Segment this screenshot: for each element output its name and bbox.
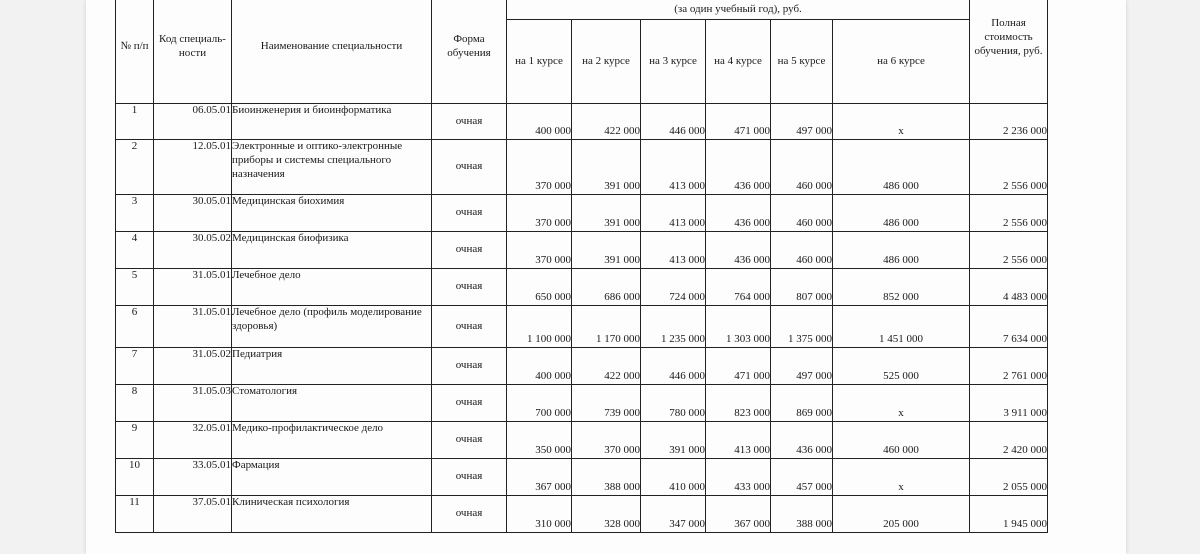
study-form: очная [432,232,507,269]
price-year-3: 780 000 [641,385,706,422]
study-form: очная [432,385,507,422]
row-number: 5 [116,269,154,306]
tuition-fees-table [115,0,1048,533]
header-code: Код специаль-ности [154,0,232,104]
price-year-6: 486 000 [833,232,970,269]
specialty-code: 30.05.02 [154,232,232,269]
specialty-name: Медицинская биофизика [232,232,432,269]
price-year-2: 391 000 [572,195,641,232]
price-year-5: 1 375 000 [771,306,833,348]
price-year-6: 486 000 [833,195,970,232]
price-year-3: 413 000 [641,140,706,195]
table-row [116,348,1048,385]
price-year-6: 486 000 [833,140,970,195]
table-row [116,195,1048,232]
specialty-code: 31.05.02 [154,348,232,385]
price-year-1: 650 000 [507,269,572,306]
price-year-5: 388 000 [771,496,833,533]
specialty-code: 33.05.01 [154,459,232,496]
header-year-1: на 1 курсе [507,20,572,104]
study-form: очная [432,269,507,306]
study-form: очная [432,459,507,496]
price-year-6: x [833,104,970,140]
document-page [86,0,1126,554]
price-year-4: 367 000 [706,496,771,533]
specialty-code: 30.05.01 [154,195,232,232]
study-form: очная [432,422,507,459]
total-cost: 2 420 000 [970,422,1048,459]
price-year-6: 205 000 [833,496,970,533]
price-year-1: 400 000 [507,104,572,140]
price-year-6: 525 000 [833,348,970,385]
specialty-code: 32.05.01 [154,422,232,459]
row-number: 11 [116,496,154,533]
specialty-code: 06.05.01 [154,104,232,140]
row-number: 3 [116,195,154,232]
header-year-6: на 6 курсе [833,20,970,104]
price-year-3: 1 235 000 [641,306,706,348]
price-year-6: x [833,459,970,496]
row-number: 7 [116,348,154,385]
specialty-code: 31.05.03 [154,385,232,422]
price-year-5: 460 000 [771,195,833,232]
price-year-2: 422 000 [572,104,641,140]
specialty-code: 31.05.01 [154,269,232,306]
total-cost: 2 556 000 [970,140,1048,195]
row-number: 9 [116,422,154,459]
price-year-3: 446 000 [641,104,706,140]
price-year-2: 1 170 000 [572,306,641,348]
price-year-5: 436 000 [771,422,833,459]
price-year-4: 436 000 [706,195,771,232]
specialty-name: Клиническая психология [232,496,432,533]
price-year-2: 391 000 [572,140,641,195]
table-row [116,496,1048,533]
study-form: очная [432,104,507,140]
price-year-6: 460 000 [833,422,970,459]
price-year-1: 1 100 000 [507,306,572,348]
row-number: 1 [116,104,154,140]
specialty-name: Стоматология [232,385,432,422]
price-year-3: 347 000 [641,496,706,533]
specialty-name: Медико-профилактическое дело [232,422,432,459]
specialty-name: Педиатрия [232,348,432,385]
study-form: очная [432,140,507,195]
specialty-name: Лечебное дело (профиль моделирование здоровья) [232,306,432,348]
row-number: 4 [116,232,154,269]
price-year-1: 350 000 [507,422,572,459]
price-year-5: 497 000 [771,348,833,385]
study-form: очная [432,496,507,533]
table-row [116,104,1048,140]
specialty-name: Фармация [232,459,432,496]
header-name: Наименование специальности [232,0,432,104]
specialty-code: 12.05.01 [154,140,232,195]
specialty-name: Электронные и оптико-электронные приборы и системы специального назначения [232,140,432,195]
table-row [116,385,1048,422]
header-year-3: на 3 курсе [641,20,706,104]
header-year-4: на 4 курсе [706,20,771,104]
total-cost: 2 556 000 [970,232,1048,269]
price-year-4: 1 303 000 [706,306,771,348]
price-year-5: 457 000 [771,459,833,496]
specialty-name: Лечебное дело [232,269,432,306]
price-year-1: 370 000 [507,140,572,195]
row-number: 6 [116,306,154,348]
price-year-3: 413 000 [641,232,706,269]
price-year-6: x [833,385,970,422]
study-form: очная [432,195,507,232]
total-cost: 1 945 000 [970,496,1048,533]
total-cost: 7 634 000 [970,306,1048,348]
price-year-2: 370 000 [572,422,641,459]
total-cost: 2 761 000 [970,348,1048,385]
price-year-2: 686 000 [572,269,641,306]
header-form: Форма обучения [432,0,507,104]
total-cost: 4 483 000 [970,269,1048,306]
header-total: Полная стоимость обучения, руб. [970,0,1048,104]
header-year-2: на 2 курсе [572,20,641,104]
specialty-code: 37.05.01 [154,496,232,533]
table-row [116,269,1048,306]
row-number: 8 [116,385,154,422]
total-cost: 2 556 000 [970,195,1048,232]
price-year-5: 807 000 [771,269,833,306]
table-row [116,140,1048,195]
price-year-1: 370 000 [507,195,572,232]
price-year-4: 471 000 [706,104,771,140]
row-number: 2 [116,140,154,195]
total-cost: 2 236 000 [970,104,1048,140]
table-row [116,459,1048,496]
price-year-1: 400 000 [507,348,572,385]
price-year-6: 852 000 [833,269,970,306]
price-year-4: 433 000 [706,459,771,496]
row-number: 10 [116,459,154,496]
price-year-1: 367 000 [507,459,572,496]
price-year-4: 436 000 [706,232,771,269]
table-row [116,422,1048,459]
price-year-4: 413 000 [706,422,771,459]
specialty-name: Биоинженерия и биоинформатика [232,104,432,140]
price-year-1: 700 000 [507,385,572,422]
price-year-5: 460 000 [771,140,833,195]
price-year-6: 1 451 000 [833,306,970,348]
price-year-5: 460 000 [771,232,833,269]
price-year-4: 764 000 [706,269,771,306]
table-row [116,306,1048,348]
header-num: № п/п [116,0,154,104]
price-year-3: 724 000 [641,269,706,306]
header-cost-group: (за один учебный год), руб. [507,0,970,20]
price-year-3: 391 000 [641,422,706,459]
price-year-2: 739 000 [572,385,641,422]
price-year-2: 388 000 [572,459,641,496]
price-year-1: 310 000 [507,496,572,533]
price-year-4: 436 000 [706,140,771,195]
price-year-2: 422 000 [572,348,641,385]
price-year-3: 413 000 [641,195,706,232]
table-body [116,104,1048,533]
table-row [116,232,1048,269]
price-year-3: 410 000 [641,459,706,496]
study-form: очная [432,306,507,348]
specialty-code: 31.05.01 [154,306,232,348]
header-year-5: на 5 курсе [771,20,833,104]
price-year-5: 869 000 [771,385,833,422]
price-year-4: 471 000 [706,348,771,385]
price-year-4: 823 000 [706,385,771,422]
price-year-1: 370 000 [507,232,572,269]
specialty-name: Медицинская биохимия [232,195,432,232]
price-year-2: 391 000 [572,232,641,269]
study-form: очная [432,348,507,385]
total-cost: 2 055 000 [970,459,1048,496]
total-cost: 3 911 000 [970,385,1048,422]
price-year-2: 328 000 [572,496,641,533]
price-year-5: 497 000 [771,104,833,140]
price-year-3: 446 000 [641,348,706,385]
